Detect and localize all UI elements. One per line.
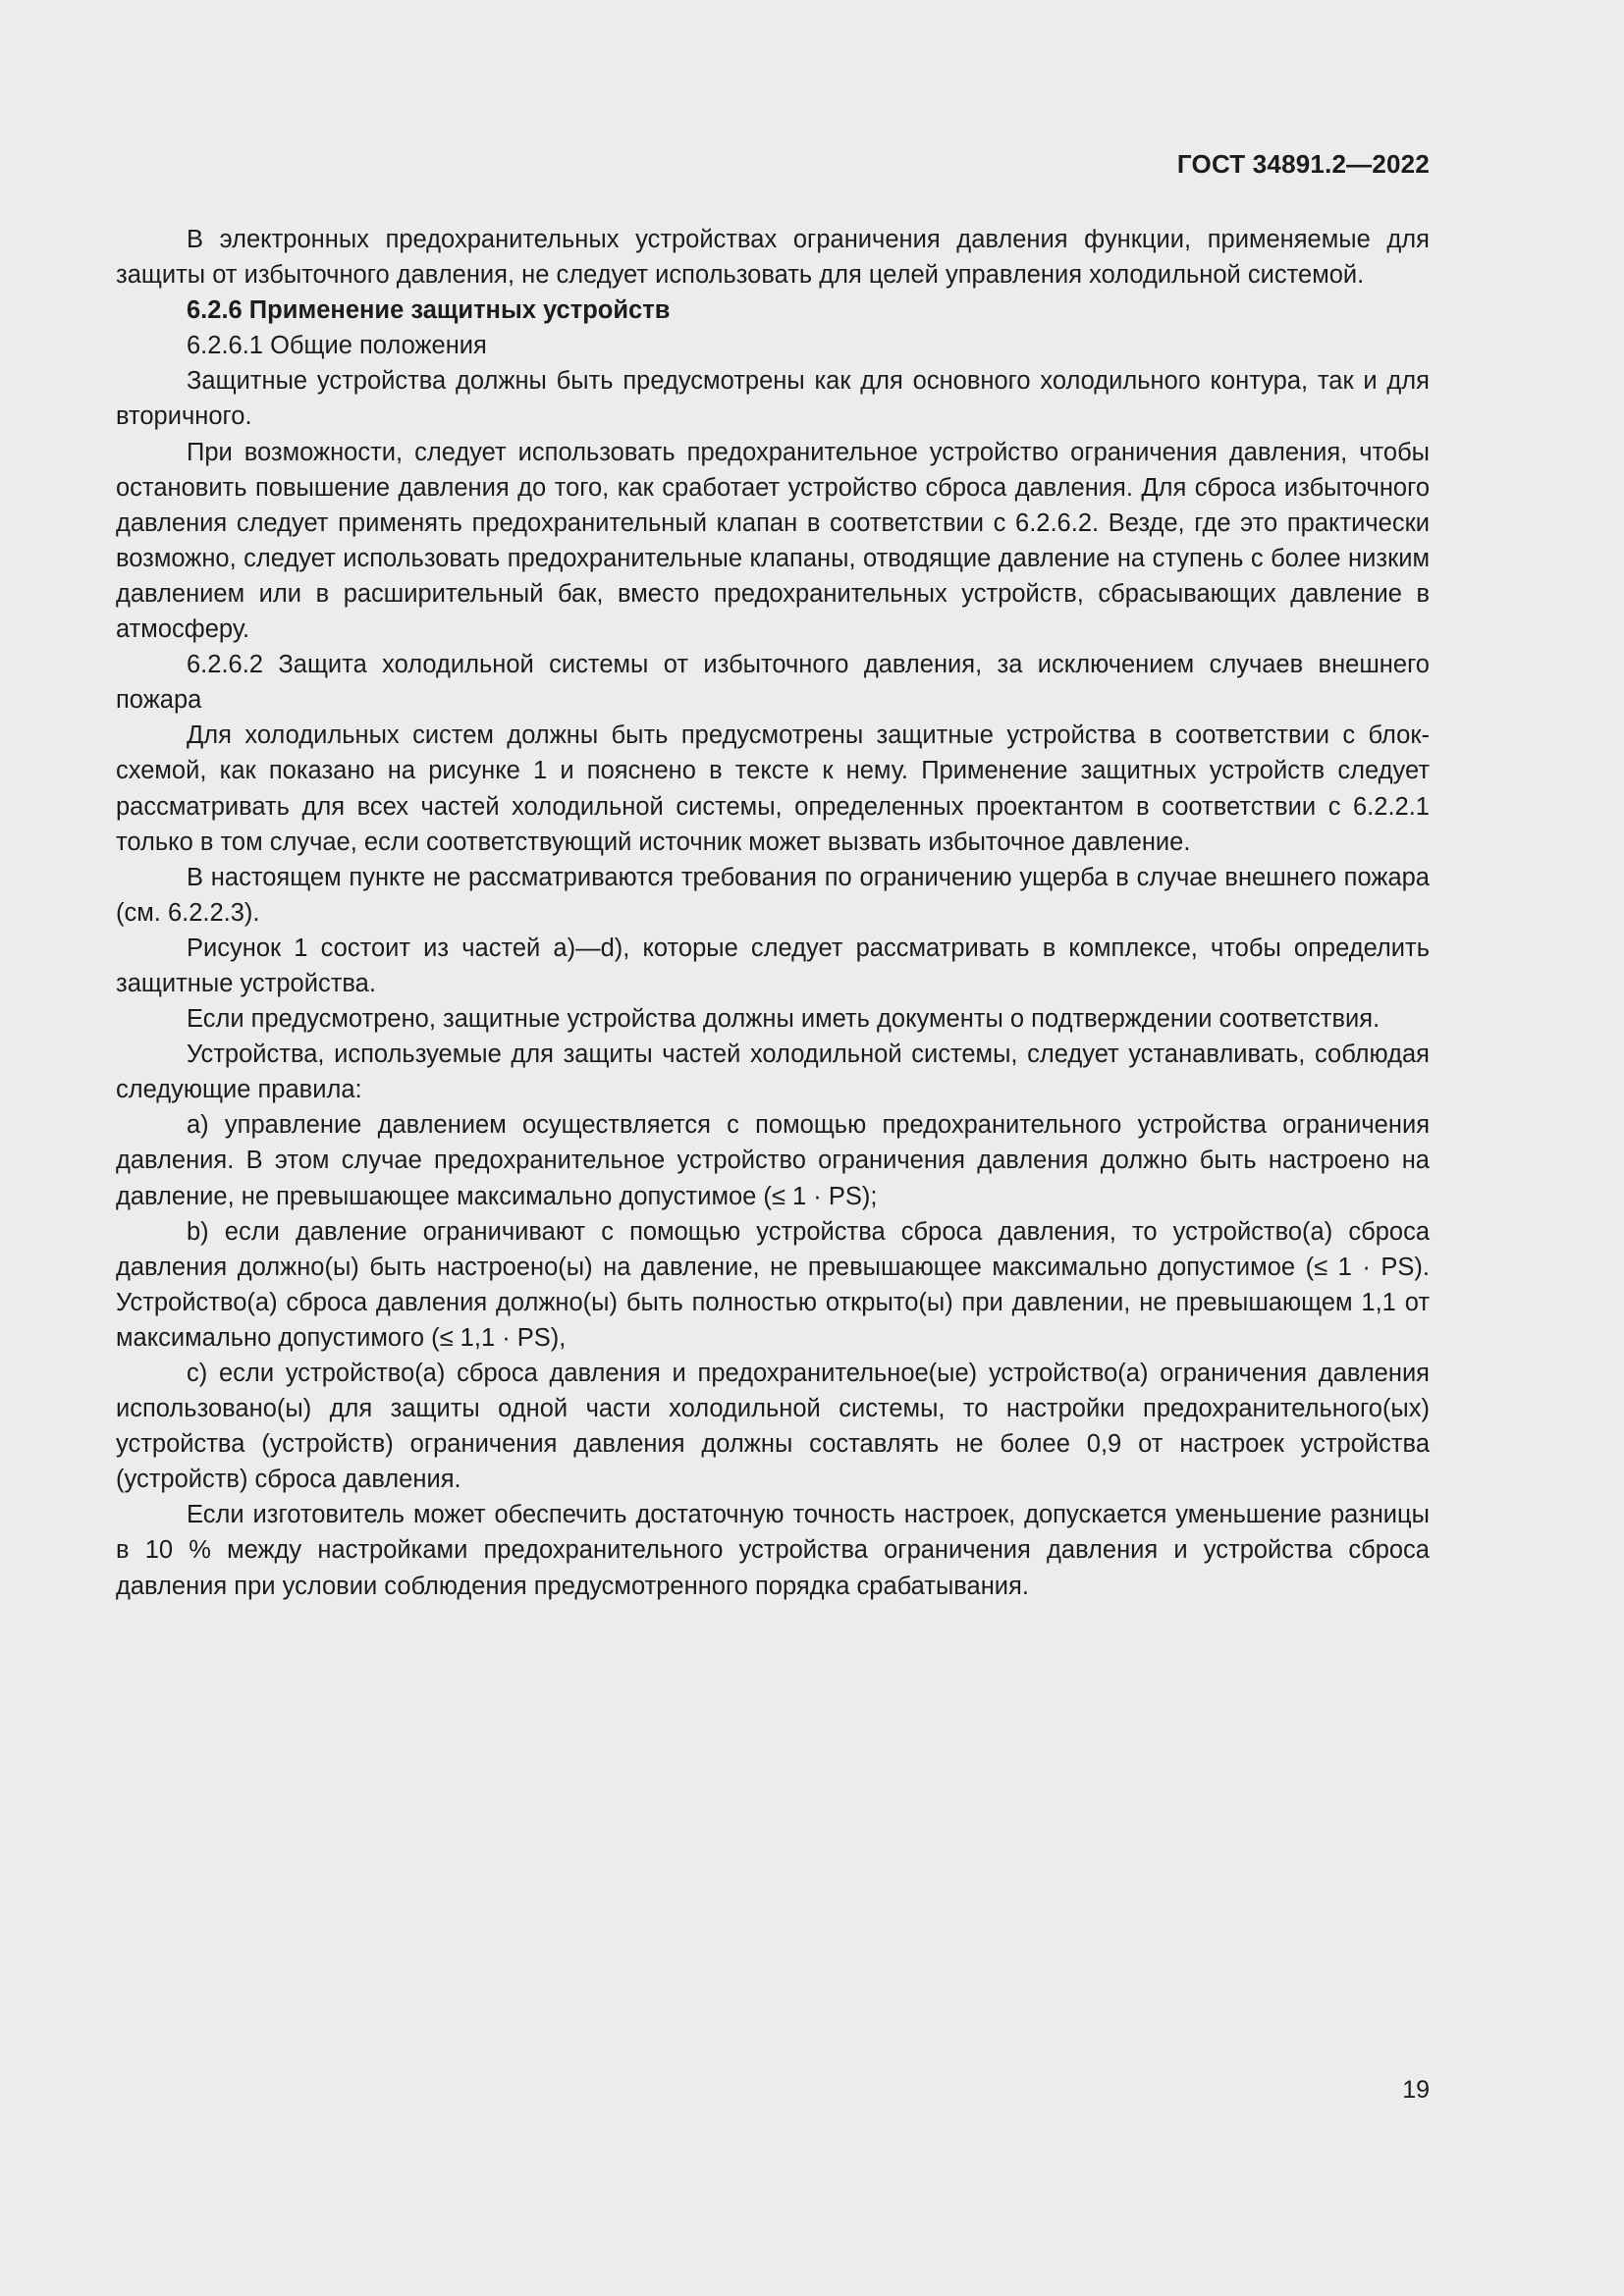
document-body <box>116 222 1430 1604</box>
paragraph: Если предусмотрено, защитные устройства должны иметь документы о подтверждении соответствия. <box>187 1005 1380 1034</box>
subsection-heading: 6.2.6.2 Защита холодильной системы от избыточного давления, за исключением случаев внешнего пожара <box>116 651 1430 715</box>
list-item: b) если давление ограничивают с помощью устройства сброса давления, то устройство(а) сброса давления должно(ы) быть настроено(ы) на давление, не превышающее максимально допустимое (≤ 1 · PS). Устройство(а) сброса давления должно(ы) быть полностью открыто(ы) при давлении, не превышающем 1,1 от максимально допустимого (≤ 1,1 · PS), <box>116 1217 1430 1352</box>
paragraph: В настоящем пункте не рассматриваются требования по ограничению ущерба в случае внешнего пожара (см. 6.2.2.3). <box>116 863 1430 927</box>
paragraph: Для холодильных систем должны быть предусмотрены защитные устройства в соответствии с блок-схемой, как показано на рисунке 1 и пояснено в тексте к нему. Применение защитных устройств следует рассматривать для всех частей холодильной системы, определенных проектантом в соответствии с 6.2.2.1 только в том случае, если соответствующий источник может вызвать избыточное давление. <box>116 721 1430 856</box>
paragraph: В электронных предохранительных устройствах ограничения давления функции, применяемые для защиты от избыточного давления, не следует использовать для целей управления холодильной системой. <box>116 226 1430 290</box>
document-standard-number: ГОСТ 34891.2—2022 <box>1176 149 1430 179</box>
paragraph: При возможности, следует использовать предохранительное устройство ограничения давления, чтобы остановить повышение давления до того, как сработает устройство сброса давления. Для сброса избыточного давления следует применять предохранительный клапан в соответствии с 6.2.6.2. Везде, где это практически возможно, следует использовать предохранительные клапаны, отводящие давление на ступень с более низким давлением или в расширительный бак, вместо предохранительных устройств, сбрасывающих давление в атмосферу. <box>116 438 1430 644</box>
list-item: c) если устройство(а) сброса давления и предохранительное(ые) устройство(а) ограничения давления использовано(ы) для защиты одной части холодильной системы, то настройки предохранительного(ых) устройства (устройств) ограничения давления должны составлять не более 0,9 от настроек устройства (устройств) сброса давления. <box>116 1360 1430 1494</box>
paragraph: Если изготовитель может обеспечить достаточную точность настроек, допускается уменьшение разницы в 10 % между настройками предохранительного устройства ограничения давления и устройства сброса давления при условии соблюдения предусмотренного порядка срабатывания. <box>116 1501 1430 1600</box>
paragraph: Рисунок 1 состоит из частей a)—d), которые следует рассматривать в комплексе, чтобы определить защитные устройства. <box>116 934 1430 997</box>
paragraph: Устройства, используемые для защиты частей холодильной системы, следует устанавливать, соблюдая следующие правила: <box>116 1041 1430 1104</box>
list-item: a) управление давлением осуществляется с помощью предохранительного устройства ограничения давления. В этом случае предохранительное устройство ограничения давления должно быть настроено на давление, не превышающее максимально допустимое (≤ 1 · PS); <box>116 1111 1430 1210</box>
page-number: 19 <box>1402 2076 1430 2104</box>
paragraph: Защитные устройства должны быть предусмотрены как для основного холодильного контура, так и для вторичного. <box>116 367 1430 431</box>
subsection-heading: 6.2.6.1 Общие положения <box>187 332 487 360</box>
section-heading: 6.2.6 Применение защитных устройств <box>187 296 671 325</box>
